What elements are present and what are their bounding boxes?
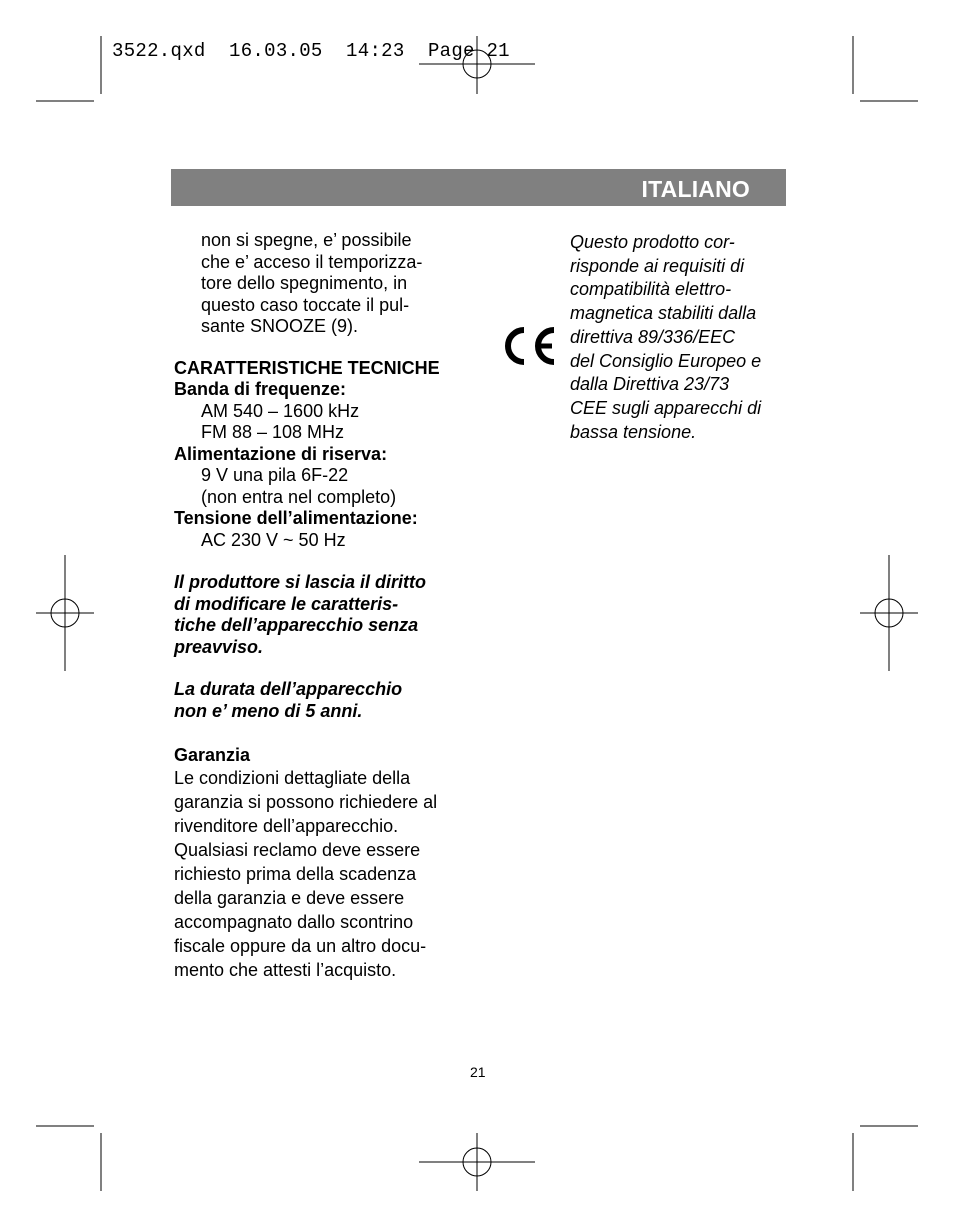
text-line: dalla Direttiva 23/73 [570,374,730,395]
text-line: compatibilità elettro- [570,279,732,300]
print-slug: 3522.qxd 16.03.05 14:23 Page 21 [112,40,510,62]
backup-label: Alimentazione di riserva: [174,443,388,464]
text-line: accompagnato dallo scontrino [174,912,414,932]
text-line: Qualsiasi reclamo deve essere [174,840,421,860]
backup-battery: 9 V una pila 6F-22 [201,465,349,485]
specs-section [174,358,474,552]
warranty-title: Garanzia [174,745,251,765]
page-number: 21 [470,1064,486,1080]
text-line: tiche dell’apparecchio senza [174,615,419,635]
text-line: Questo prodotto cor- [570,232,735,252]
text-line: della garanzia e deve essere [174,888,405,908]
text-line: del Consiglio Europeo e [570,350,762,371]
text-line: rivenditore dell’apparecchio. [174,816,399,836]
modification-notice [174,572,474,658]
text-line: bassa tensione. [570,421,697,442]
text-line: Il produttore si lascia il diritto [174,572,427,592]
intro-paragraph [201,230,474,338]
text-line: sante SNOOZE (9). [201,316,359,336]
specs-title: CARATTERISTICHE TECNICHE [174,357,440,378]
text-line: mento che attesti l’acquisto. [174,960,397,980]
ce-mark-icon [504,326,560,366]
text-line: magnetica stabiliti dalla [570,303,757,324]
text-line: richiesto prima della scadenza [174,864,417,884]
warranty-section [174,744,474,982]
freq-am: AM 540 – 1600 kHz [201,400,360,421]
text-line: che e’ acceso il temporizza- [201,251,423,272]
text-line: questo caso toccate il pul- [201,294,410,315]
freq-label: Banda di frequenze: [174,379,347,399]
text-line: direttiva 89/336/EEC [570,326,736,347]
text-line: CEE sugli apparecchi di [570,397,762,418]
text-line: di modificare le caratteris- [174,593,399,614]
text-line: garanzia si possono richiedere al [174,792,438,812]
backup-note: (non entra nel completo) [201,486,397,507]
warranty-body [174,766,474,982]
text-line: non si spegne, e’ possibile [201,230,412,250]
text-line: risponde ai requisiti di [570,255,745,276]
voltage-value: AC 230 V ~ 50 Hz [201,529,346,550]
freq-fm: FM 88 – 108 MHz [201,422,345,442]
text-line: tore dello spegnimento, in [201,273,408,293]
banner-title: ITALIANO [641,176,750,202]
voltage-label: Tensione dell’alimentazione: [174,508,418,528]
text-line: non e’ meno di 5 anni. [174,700,363,721]
language-banner [171,169,786,206]
left-column [174,230,474,982]
text-line: preavviso. [174,636,264,657]
text-line: La durata dell’apparecchio [174,679,403,699]
ce-statement [570,231,788,444]
text-line: fiscale oppure da un altro docu- [174,936,427,956]
text-line: Le condizioni dettagliate della [174,768,411,788]
lifetime-notice [174,679,474,722]
